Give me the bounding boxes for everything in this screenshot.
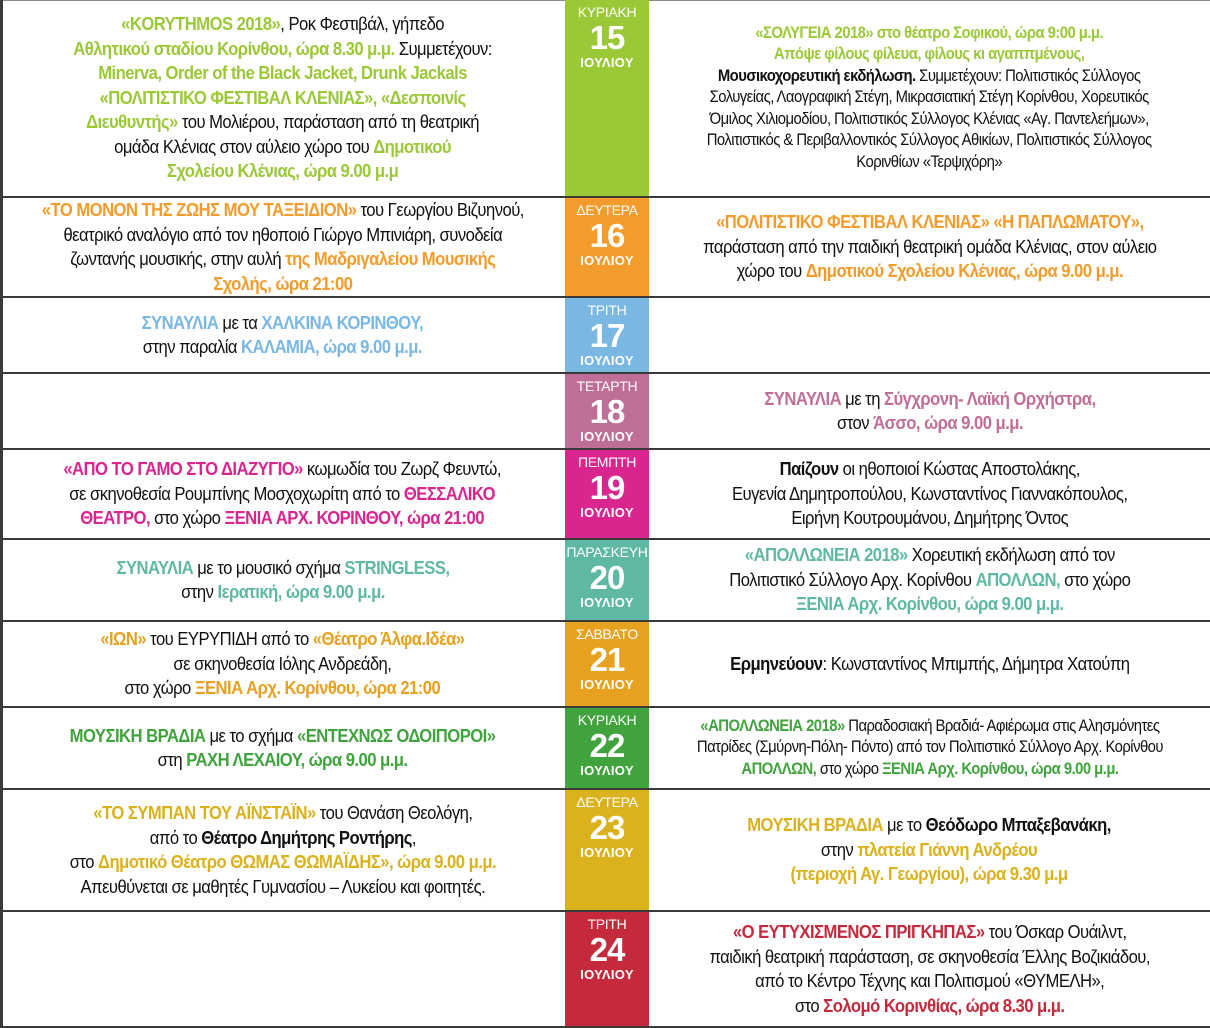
left-event-text	[69, 801, 495, 899]
event-line	[41, 223, 523, 248]
weekday-label: ΔΕΥΤΕΡΑ	[576, 794, 638, 810]
event-line	[142, 335, 423, 360]
weekday-label: ΠΕΜΠΤΗ	[577, 454, 637, 470]
highlight-text: ΘΕΑΤΡΟ,	[80, 507, 151, 529]
event-line	[696, 716, 1162, 738]
right-event-text	[729, 543, 1130, 617]
left-event-cell	[0, 790, 565, 910]
bold-text: Μουσικοχορευτική εκδήλωση.	[718, 66, 916, 85]
plain-text: Χορευτική εκδήλωση από τον	[907, 544, 1115, 566]
highlight-text: «Ο ΕΥΤΥΧΙΣΜΕΝΟΣ ΠΡΙΓΚΗΠΑΣ»	[732, 921, 985, 942]
highlight-text: ΣΥΝΑΥΛΙΑ	[141, 311, 219, 333]
event-line	[709, 969, 1149, 994]
highlight-text: Δημοτικού Σχολείου Κλένιας, ώρα 9.00 μ.μ.	[805, 260, 1123, 282]
highlight-text: ΞΕΝΙΑ Αρχ. Κορίνθου, ώρα 9.00 μ.μ.	[881, 759, 1119, 778]
event-line	[73, 159, 492, 184]
event-line	[73, 12, 492, 37]
left-event-cell	[0, 540, 565, 620]
schedule-row	[0, 790, 1210, 912]
weekday-label: ΚΥΡΙΑΚΗ	[577, 4, 637, 20]
plain-text: παιδική θεατρική παράσταση, σε σκηνοθεσία Έλλης Βοζικιάδου,	[709, 945, 1150, 967]
weekday-label: ΠΑΡΑΣΚΕΥΗ	[566, 544, 648, 560]
event-line	[732, 457, 1128, 482]
plain-text: Απευθύνεται σε μαθητές Γυμνασίου – Λυκείου και φοιτητές.	[80, 875, 485, 897]
highlight-text: ΑΠΟΛΛΩΝ,	[740, 759, 816, 778]
date-block	[565, 622, 649, 706]
highlight-text: (περιοχή Αγ. Γεωργίου), ώρα 9.30 μ.μ	[790, 863, 1069, 885]
day-number: 20	[589, 559, 625, 596]
left-event-cell	[0, 912, 565, 1026]
left-event-text	[116, 556, 449, 605]
plain-text: στην παραλία	[142, 336, 242, 357]
plain-text: Ειρήνη Κουτρουμάνου, Δημήτρης Όντος	[791, 507, 1068, 529]
highlight-text: ΡΑΧΗ ΛΕΧΑΙΟΥ, ώρα 9.00 μ.μ.	[186, 749, 408, 770]
highlight-text: «ΑΠΟ ΤΟ ΓΑΜΟ ΣΤΟ ΔΙΑΖΥΓΙΟ»	[63, 458, 304, 480]
left-event-text	[100, 627, 464, 701]
highlight-text: ΣΥΝΑΥΛΙΑ	[116, 556, 193, 578]
highlight-text: Σολομό Κορινθίας, ώρα 8.30 μ.μ.	[823, 994, 1065, 1016]
day-number: 18	[589, 393, 625, 430]
right-event-cell	[649, 374, 1210, 448]
event-line	[732, 506, 1128, 531]
right-event-cell	[649, 198, 1210, 296]
plain-text: Όμιλος Χιλιομοδίου, Πολιτιστικός Σύλλογος Κλένιας «Αγ. Παντελεήμων»,	[709, 109, 1150, 128]
event-line	[729, 543, 1130, 568]
event-line	[709, 920, 1149, 945]
highlight-text: ΧΑΛΚΙΝΑ ΚΟΡΙΝΘΟΥ,	[261, 311, 424, 333]
highlight-text: «ΑΠΟΛΛΩΝΕΙΑ 2018»	[744, 544, 908, 566]
plain-text: με τη	[840, 387, 884, 409]
plain-text: : Κωνσταντίνος Μπιμπής, Δήμητρα Χατούπη	[822, 652, 1130, 674]
event-line	[41, 247, 523, 272]
event-line	[142, 311, 423, 336]
highlight-text: ΜΟΥΣΙΚΗ ΒΡΑΔΙΑ	[747, 814, 884, 836]
event-line	[70, 748, 496, 773]
right-event-cell	[649, 790, 1210, 910]
schedule-row	[0, 198, 1210, 298]
event-line	[116, 580, 449, 605]
highlight-text: «ΠΟΛΙΤΙΣΤΙΚΟ ΦΕΣΤΙΒΑΛ ΚΛΕΝΙΑΣ» «Η ΠΑΠΛΩΜΑΤΟΥ»,	[715, 211, 1144, 233]
left-event-cell	[0, 198, 565, 296]
plain-text: παράσταση από την παιδική θεατρική ομάδα Κλένιας, στον αύλειο	[702, 235, 1157, 257]
day-number: 15	[589, 19, 625, 56]
right-event-cell	[649, 540, 1210, 620]
day-number: 22	[589, 727, 625, 764]
event-line	[764, 387, 1095, 412]
date-block	[565, 0, 649, 196]
highlight-text: «ΙΩΝ»	[100, 628, 147, 650]
date-block	[565, 450, 649, 538]
plain-text: Ευγενία Δημητροπούλου, Κωνσταντίνος Γιαννακόπουλος,	[731, 482, 1128, 504]
plain-text: ζωντανής μουσικής, στην αυλή	[69, 248, 285, 269]
plain-text: από το Κέντρο Τέχνης και Πολιτισμού «ΘΥΜΕΛΗ»,	[754, 970, 1105, 991]
event-line	[764, 411, 1095, 436]
highlight-text: «ΑΠΟΛΛΩΝΕΙΑ 2018»	[699, 716, 845, 735]
month-label: ΙΟΥΛΙΟΥ	[580, 505, 634, 520]
event-line	[100, 652, 464, 677]
highlight-text: Απόψε φίλους φίλευα, φίλους κι αγαππμένους,	[774, 45, 1085, 64]
left-event-text	[41, 198, 523, 296]
event-line	[116, 556, 449, 581]
event-line	[73, 61, 492, 86]
right-event-text	[707, 23, 1152, 174]
highlight-text: Σύγχρονη- Λαϊκή Ορχήστρα,	[883, 387, 1096, 409]
date-block	[565, 540, 649, 620]
plain-text: με το σχήμα	[205, 724, 297, 746]
event-line	[730, 652, 1129, 677]
month-label: ΙΟΥΛΙΟΥ	[580, 253, 634, 268]
right-event-cell	[649, 298, 1210, 372]
plain-text: του Μολιέρου, παράσταση από τη θεατρική	[177, 111, 479, 133]
plain-text: στο χώρο	[124, 677, 195, 699]
right-event-cell	[649, 0, 1210, 196]
plain-text: στην	[821, 838, 858, 860]
plain-text: Συμμετέχουν:	[394, 37, 492, 59]
event-line	[709, 945, 1149, 970]
event-line	[707, 130, 1152, 152]
event-line	[729, 568, 1130, 593]
month-label: ΙΟΥΛΙΟΥ	[580, 763, 634, 778]
plain-text: σε σκηνοθεσία Ιόλης Ανδρεάδη,	[173, 652, 392, 674]
weekday-label: ΤΡΙΤΗ	[587, 302, 627, 318]
plain-text: οι ηθοποιοί Κώστας Αποστολάκης,	[838, 458, 1080, 480]
plain-text: Σολυγείας, Λαογραφική Στέγη, Μικρασιατική Στέγη Κορίνθου, Χορευτικός	[709, 88, 1150, 107]
month-label: ΙΟΥΛΙΟΥ	[580, 55, 634, 70]
event-line	[707, 44, 1152, 66]
bold-text: Παίζουν	[779, 458, 839, 480]
event-line	[703, 210, 1156, 235]
weekday-label: ΔΕΥΤΕΡΑ	[576, 202, 638, 218]
plain-text: Πολιτιστικός & Περιβαλλοντικός Σύλλογος Αθικίων, Πολιτιστικός Σύλλογος	[707, 131, 1152, 150]
left-event-text	[64, 457, 502, 531]
right-event-text	[730, 652, 1129, 677]
plain-text: κωμωδία του Ζωρζ Φευντώ,	[303, 458, 502, 480]
right-event-text	[709, 920, 1149, 1018]
highlight-text: Minerva, Order of the Black Jacket, Drunk Jackals	[98, 62, 467, 84]
plain-text: Κορινθίων «Τερψιχόρη»	[856, 152, 1003, 171]
right-event-cell	[649, 450, 1210, 538]
plain-text: του Θανάση Θεολόγη,	[315, 802, 473, 823]
highlight-text: ΜΟΥΣΙΚΗ ΒΡΑΔΙΑ	[69, 724, 206, 746]
event-line	[73, 37, 492, 62]
plain-text: με το μουσικό σχήμα	[192, 556, 344, 578]
highlight-text: ΞΕΝΙΑ ΑΡΧ. ΚΟΡΙΝΘΟΥ, ώρα 21:00	[224, 507, 485, 529]
month-label: ΙΟΥΛΙΟΥ	[580, 845, 634, 860]
highlight-text: της Μαδριγαλείου Μουσικής	[284, 248, 496, 269]
plain-text: , Ροκ Φεστιβάλ, γήπεδο	[280, 13, 444, 35]
right-event-cell	[649, 708, 1210, 788]
left-event-text	[142, 311, 423, 360]
day-number: 21	[589, 641, 625, 678]
event-line	[707, 152, 1152, 174]
highlight-text: «ΤΟ ΣΥΜΠΑΝ ΤΟΥ ΑΪΝΣΤΑΪΝ»	[92, 802, 316, 823]
left-event-cell	[0, 708, 565, 788]
event-line	[707, 66, 1152, 88]
bold-text: Ερμηνεύουν	[729, 652, 823, 674]
weekday-label: ΤΕΤΑΡΤΗ	[576, 378, 638, 394]
event-line	[696, 759, 1162, 781]
plain-text: ομάδα Κλένιας στον αύλειο χώρο του	[114, 135, 374, 157]
highlight-text: Σχολείου Κλένιας, ώρα 9.00 μ.μ	[166, 160, 399, 182]
event-line	[729, 592, 1130, 617]
plain-text: στην	[180, 581, 218, 602]
event-line	[69, 801, 495, 826]
plain-text: θεατρικό αναλόγιο από τον ηθοποιό Γιώργο Μπινιάρη, συνοδεία	[63, 223, 502, 245]
highlight-text: Διευθυντής»	[86, 111, 178, 133]
left-event-cell	[0, 374, 565, 448]
plain-text: του Όσκαρ Ουάιλντ,	[984, 921, 1127, 942]
event-line	[64, 506, 502, 531]
schedule-row	[0, 298, 1210, 374]
event-line	[100, 676, 464, 701]
highlight-text: πλατεία Γιάννη Ανδρέου	[857, 838, 1038, 860]
plain-text: Πατρίδες (Σμύρνη-Πόλη- Πόντο) από τον Πολιτιστικό Σύλλογο Αρχ. Κορίνθου	[696, 738, 1163, 757]
highlight-text: «ΠΟΛΙΤΙΣΤΙΚΟ ΦΕΣΤΙΒΑΛ ΚΛΕΝΙΑΣ», «Δεσποινίς	[99, 86, 466, 108]
schedule-row	[0, 0, 1210, 198]
event-line	[696, 737, 1162, 759]
event-line	[73, 86, 492, 111]
plain-text: σε σκηνοθεσία Ρουμπίνης Μοσχοχωρίτη από το	[69, 482, 405, 504]
highlight-text: ΚΑΛΑΜΙΑ, ώρα 9.00 μ.μ.	[241, 336, 423, 357]
date-block	[565, 374, 649, 448]
plain-text: του Γεωργίου Βιζυηνού,	[356, 199, 524, 220]
plain-text: στο χώρο	[1059, 568, 1131, 590]
date-block	[565, 198, 649, 296]
day-number: 17	[589, 317, 625, 354]
date-block	[565, 790, 649, 910]
event-line	[73, 110, 492, 135]
event-line	[748, 838, 1112, 863]
month-label: ΙΟΥΛΙΟΥ	[580, 967, 634, 982]
day-number: 24	[589, 931, 625, 968]
plain-text: με τα	[218, 311, 262, 333]
right-event-cell	[649, 912, 1210, 1026]
month-label: ΙΟΥΛΙΟΥ	[580, 677, 634, 692]
plain-text: στο χώρο	[815, 759, 882, 778]
highlight-text: ΣΥΝΑΥΛΙΑ	[763, 387, 841, 409]
event-line	[41, 272, 523, 297]
event-line	[707, 87, 1152, 109]
highlight-text: «ΕΝΤΕΧΝΩΣ ΟΔΟΙΠΟΡΟΙ»	[296, 724, 496, 746]
date-block	[565, 912, 649, 1026]
bold-text: Θεόδωρο Μπαξεβανάκη,	[926, 814, 1112, 836]
event-line	[41, 198, 523, 223]
highlight-text: Σχολής, ώρα 21:00	[212, 272, 353, 294]
month-label: ΙΟΥΛΙΟΥ	[580, 429, 634, 444]
highlight-text: ΑΠΟΛΛΩΝ,	[975, 568, 1060, 590]
right-event-text	[764, 387, 1095, 436]
event-line	[73, 135, 492, 160]
event-line	[748, 862, 1112, 887]
date-block	[565, 708, 649, 788]
highlight-text: «ΤΟ ΜΟΝΟΝ ΤΗΣ ΖΩΗΣ ΜΟΥ ΤΑΞΕΙΔΙΟΝ»	[41, 199, 357, 220]
right-event-text	[703, 210, 1156, 284]
event-line	[709, 994, 1149, 1019]
schedule-row	[0, 708, 1210, 790]
plain-text: του ΕΥΡΥΠΙΔΗ από το	[146, 628, 313, 650]
highlight-text: Δημοτικού	[373, 135, 451, 157]
event-line	[732, 482, 1128, 507]
event-line	[703, 259, 1156, 284]
highlight-text: STRINGLESS,	[343, 556, 449, 578]
left-event-cell	[0, 0, 565, 196]
bold-text: Θέατρο Δημήτρης Ροντήρης	[200, 826, 412, 848]
plain-text: Πολιτιστικό Σύλλογο Αρχ. Κορίνθου	[728, 568, 976, 590]
left-event-text	[73, 12, 492, 184]
day-number: 16	[589, 217, 625, 254]
highlight-text: «ΣΟΛΥΓΕΙΑ 2018» στο θέατρο Σοφικού, ώρα 9:00 μ.μ.	[755, 23, 1104, 42]
highlight-text: ΘΕΣΣΑΛΙΚΟ	[404, 482, 496, 504]
schedule-row	[0, 374, 1210, 450]
right-event-text	[732, 457, 1128, 531]
date-block	[565, 298, 649, 372]
highlight-text: ΞΕΝΙΑ Αρχ. Κορίνθου, ώρα 21:00	[194, 677, 441, 699]
day-number: 23	[589, 809, 625, 846]
highlight-text: «Θέατρο Άλφα.Ιδέα»	[312, 628, 465, 650]
weekday-label: ΤΡΙΤΗ	[587, 916, 627, 932]
event-line	[69, 850, 495, 875]
event-line	[707, 109, 1152, 131]
plain-text: Συμμετέχουν: Πολιτιστικός Σύλλογος	[915, 66, 1141, 85]
plain-text: χώρο του	[736, 260, 806, 282]
right-event-text	[748, 813, 1112, 887]
weekday-label: ΣΑΒΒΑΤΟ	[575, 626, 639, 642]
left-event-cell	[0, 622, 565, 706]
highlight-text: «KORYTHMOS 2018»	[121, 13, 281, 35]
left-event-cell	[0, 298, 565, 372]
event-line	[69, 875, 495, 900]
schedule-row	[0, 450, 1210, 540]
month-label: ΙΟΥΛΙΟΥ	[580, 353, 634, 368]
event-line	[707, 23, 1152, 45]
schedule-row	[0, 622, 1210, 708]
plain-text: στο	[794, 994, 824, 1016]
month-label: ΙΟΥΛΙΟΥ	[580, 595, 634, 610]
left-event-text	[70, 724, 496, 773]
event-line	[703, 235, 1156, 260]
plain-text: από το	[149, 826, 201, 848]
weekday-label: ΚΥΡΙΑΚΗ	[577, 712, 637, 728]
highlight-text: Ιερατική, ώρα 9.00 μ.μ.	[217, 581, 385, 602]
event-line	[100, 627, 464, 652]
plain-text: στον	[836, 412, 873, 433]
plain-text: ,	[411, 826, 416, 848]
plain-text: Παραδοσιακή Βραδιά- Αφιέρωμα στις Αλησμόνητες	[844, 716, 1160, 735]
event-line	[64, 457, 502, 482]
right-event-cell	[649, 622, 1210, 706]
highlight-text: Δημοτικό Θέατρο ΘΩΜΑΣ ΘΩΜΑΪΔΗΣ», ώρα 9.00 μ.μ.	[97, 851, 496, 872]
event-line	[748, 813, 1112, 838]
plain-text: στο	[69, 851, 98, 872]
event-line	[69, 826, 495, 851]
plain-text: στη	[157, 749, 187, 770]
right-event-text	[696, 716, 1162, 781]
schedule-row	[0, 540, 1210, 622]
highlight-text: ΞΕΝΙΑ Αρχ. Κορίνθου, ώρα 9.00 μ.μ.	[795, 593, 1064, 615]
schedule-row	[0, 912, 1210, 1028]
left-event-cell	[0, 450, 565, 538]
plain-text: με το	[883, 814, 927, 836]
highlight-text: Αθλητικού σταδίου Κορίνθου, ώρα 8.30 μ.μ.	[73, 37, 395, 59]
plain-text: στο χώρο	[150, 507, 225, 529]
highlight-text: Άσσο, ώρα 9.00 μ.μ.	[872, 412, 1023, 433]
event-line	[64, 482, 502, 507]
event-line	[70, 724, 496, 749]
day-number: 19	[589, 469, 625, 506]
